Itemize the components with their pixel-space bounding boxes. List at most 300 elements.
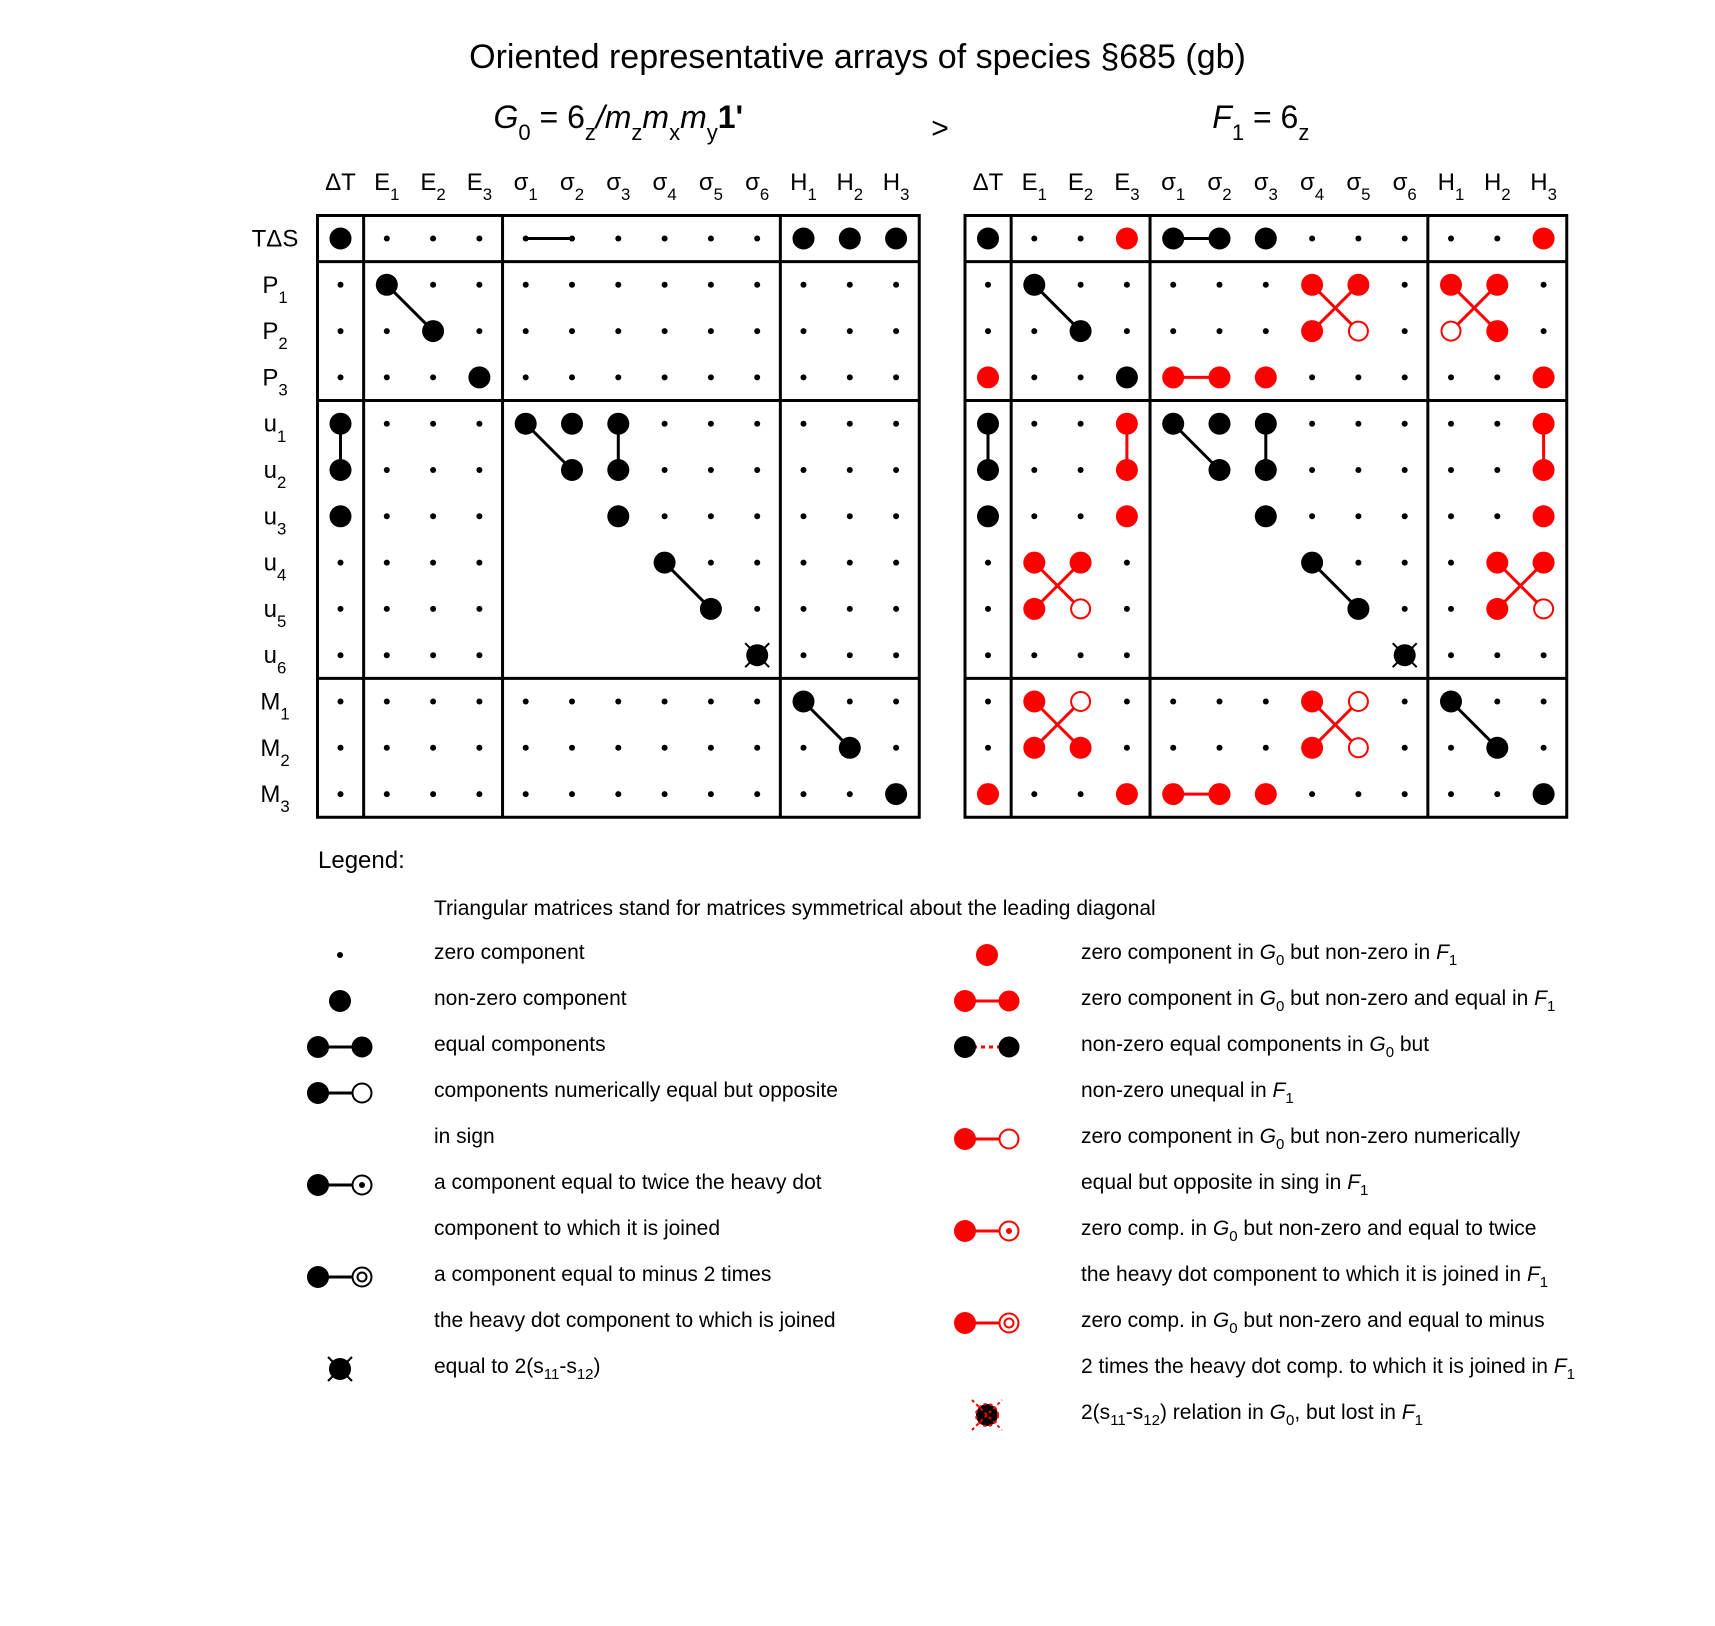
zero-dot [708, 467, 714, 473]
zero-dot [1448, 513, 1454, 519]
zero-dot [1309, 791, 1315, 797]
row-header [264, 457, 287, 492]
zero-dot [523, 374, 529, 380]
red-dot [1116, 459, 1138, 481]
zero-dot [847, 652, 853, 658]
zero-dot [615, 699, 621, 705]
zero-dot [985, 745, 991, 751]
zero-dot [801, 328, 807, 334]
zero-dot [1309, 236, 1315, 242]
nonzero-dot [1347, 598, 1369, 620]
zero-dot [1448, 791, 1454, 797]
red-dot [1486, 552, 1508, 574]
red-open-dot [1071, 599, 1090, 618]
zero-dot [1078, 791, 1084, 797]
legend-text-part: 0 [1286, 1412, 1295, 1429]
zero-dot [384, 652, 390, 658]
row-header [264, 503, 287, 538]
zero-dot [708, 513, 714, 519]
column-header [973, 169, 1004, 196]
legend-text-part: 11 [1110, 1412, 1126, 1429]
zero-dot [569, 328, 575, 334]
row-header [264, 411, 287, 446]
red-dot [1301, 691, 1323, 713]
nonzero-dot [330, 505, 352, 527]
zero-dot [662, 791, 668, 797]
nonzero-dot [561, 459, 583, 481]
column-header-sub: 4 [667, 185, 677, 205]
zero-dot [1217, 282, 1223, 288]
red-dot [1440, 274, 1462, 296]
column-header [1068, 169, 1093, 204]
legend-text-part: non-zero equal components in [1081, 1033, 1370, 1056]
zero-dot [476, 513, 482, 519]
red-open-dot [1349, 692, 1368, 711]
zero-dot [1124, 652, 1130, 658]
zero-dot [754, 745, 760, 751]
legend-text-part: F [1553, 1355, 1567, 1378]
column-header-base: σ [745, 169, 760, 196]
column-header [1300, 169, 1324, 204]
legend-dot [954, 990, 976, 1012]
zero-dot [662, 699, 668, 705]
nonzero-dot [468, 366, 490, 388]
zero-dot [523, 791, 529, 797]
zero-dot [893, 652, 899, 658]
zero-dot [1494, 791, 1500, 797]
column-header [653, 169, 677, 204]
column-header [1022, 169, 1047, 204]
zero-dot [523, 699, 529, 705]
column-header-sub: 3 [900, 185, 910, 205]
nonzero-dot [654, 552, 676, 574]
column-header [420, 169, 445, 204]
zero-dot [754, 421, 760, 427]
column-header-sub: 4 [1314, 185, 1325, 205]
column-header-sub: 3 [1547, 185, 1557, 205]
zero-dot [847, 282, 853, 288]
legend-text-part: 1 [1566, 1366, 1575, 1383]
row-header-base: u [263, 642, 278, 670]
zero-dot [1217, 745, 1223, 751]
red-dot [1533, 228, 1555, 250]
zero-dot [893, 560, 899, 566]
nonzero-dot [977, 228, 999, 250]
zero-dot [1217, 328, 1223, 334]
red-dot [1162, 783, 1184, 805]
legend-text-part: G [1369, 1033, 1386, 1056]
group-title-g0-part: m [642, 99, 670, 135]
nonzero-dot [1255, 505, 1277, 527]
column-header-base: E [1067, 169, 1084, 196]
zero-dot [1355, 236, 1361, 242]
row-header-sub: 1 [278, 287, 288, 307]
zero-dot [754, 282, 760, 288]
red-open-dot [1349, 322, 1368, 341]
zero-dot [801, 791, 807, 797]
zero-dot [1494, 467, 1500, 473]
red-open-dot [1349, 738, 1368, 757]
zero-dot [1402, 699, 1408, 705]
red-dot [1533, 459, 1555, 481]
legend-dot [353, 1038, 372, 1057]
row-header-base: u [263, 549, 278, 577]
column-header-base: E [466, 169, 483, 196]
zero-dot [847, 699, 853, 705]
row-header-base: u [263, 503, 278, 531]
relation-symbol: > [931, 112, 949, 145]
row-header-sub: 3 [280, 797, 290, 817]
column-header-sub: 2 [1222, 185, 1232, 205]
column-header [790, 169, 817, 204]
zero-dot [1448, 606, 1454, 612]
column-header-sub: 3 [621, 185, 631, 205]
zero-dot [1448, 652, 1454, 658]
group-title-g0-part: 0 [518, 120, 531, 145]
zero-dot [754, 560, 760, 566]
legend-entry-text [1081, 1401, 1423, 1429]
nonzero-dot [1255, 228, 1277, 250]
legend-entry-text [1081, 1263, 1548, 1291]
column-header-sub: 5 [713, 185, 723, 205]
row-header [264, 550, 287, 585]
row-header-base: u [263, 457, 278, 484]
legend-text-part: ) relation in [1159, 1401, 1270, 1424]
zero-dot [1448, 374, 1454, 380]
legend-text-part: G [1269, 1401, 1287, 1424]
column-header [560, 169, 584, 204]
red-dot [1116, 228, 1138, 250]
zero-dot [708, 421, 714, 427]
column-header-base: H [1483, 169, 1502, 196]
zero-dot [1124, 606, 1130, 612]
legend-entry-text: in sign [434, 1125, 495, 1148]
nonzero-dot [1255, 413, 1277, 435]
red-dot [1023, 737, 1045, 759]
legend-dot [954, 1036, 976, 1058]
zero-dot [615, 328, 621, 334]
zero-dot [985, 560, 991, 566]
legend-text-part: but non-zero and equal to minus [1237, 1309, 1545, 1332]
red-dot [977, 366, 999, 388]
column-header [883, 169, 910, 204]
zero-dot [569, 374, 575, 380]
nonzero-dot [330, 228, 352, 250]
legend-entry-text [1081, 1171, 1368, 1199]
group-title-g0-part: G [493, 99, 519, 135]
legend-dot [1000, 992, 1019, 1011]
zero-dot [430, 560, 436, 566]
legend-text-part: F [1347, 1171, 1361, 1194]
zero-dot [476, 236, 482, 242]
zero-dot [1402, 421, 1408, 427]
nonzero-dot [1162, 413, 1184, 435]
nonzero-dot [330, 413, 352, 435]
zero-dot [569, 282, 575, 288]
zero-dot [1309, 421, 1315, 427]
zero-dot [1078, 513, 1084, 519]
column-header [699, 169, 723, 204]
zero-dot [847, 467, 853, 473]
nonzero-dot [839, 228, 861, 250]
red-dot [1533, 552, 1555, 574]
column-header-sub: 5 [1361, 185, 1371, 205]
group-title-g0-part: m [680, 99, 707, 135]
legend-entry-text [1081, 1033, 1429, 1061]
legend-text-part: F [1272, 1079, 1286, 1102]
zero-dot [476, 606, 482, 612]
legend-dot [353, 1084, 372, 1103]
zero-dot [338, 699, 344, 705]
legend-text-part: 1 [1546, 998, 1556, 1015]
column-header [467, 169, 492, 204]
column-header-base: σ [1207, 169, 1223, 196]
zero-dot [1541, 328, 1547, 334]
zero-dot [754, 606, 760, 612]
zero-dot [801, 421, 807, 427]
row-header-sub: 5 [277, 611, 287, 631]
zero-dot [1494, 421, 1500, 427]
zero-dot [569, 745, 575, 751]
zero-dot [1078, 652, 1084, 658]
zero-dot [708, 560, 714, 566]
column-header-sub: 1 [528, 185, 538, 205]
red-dot [1533, 413, 1555, 435]
zero-dot [523, 282, 529, 288]
row-header [264, 642, 287, 677]
column-header-sub: 2 [1083, 185, 1094, 205]
column-header [1254, 169, 1278, 204]
column-header-base: σ [1346, 169, 1362, 196]
nonzero-dot [885, 228, 907, 250]
zero-dot [893, 745, 899, 751]
red-dot [1533, 366, 1555, 388]
group-title-g0-part: /m [595, 99, 632, 135]
red-dot [1209, 366, 1231, 388]
zero-dot [1355, 374, 1361, 380]
zero-dot [569, 791, 575, 797]
group-title-g0-part: 1' [717, 99, 744, 135]
zero-dot [1402, 328, 1408, 334]
zero-dot [430, 791, 436, 797]
nonzero-dot [1209, 459, 1231, 481]
zero-dot [708, 328, 714, 334]
zero-dot [893, 282, 899, 288]
column-header [1484, 169, 1511, 204]
zero-dot [1078, 236, 1084, 242]
nonzero-dot [793, 691, 815, 713]
zero-dot [1124, 745, 1130, 751]
nonzero-dot [607, 459, 629, 481]
red-dot [1162, 366, 1184, 388]
zero-dot [1541, 699, 1547, 705]
nonzero-dot [977, 413, 999, 435]
red-dot [1070, 552, 1092, 574]
zero-dot [1031, 652, 1037, 658]
zero-dot [662, 745, 668, 751]
zero-dot [847, 560, 853, 566]
column-header-base: H [836, 169, 854, 196]
legend-dot [337, 952, 343, 958]
column-header-base: E [1114, 169, 1131, 196]
zero-dot [662, 467, 668, 473]
column-header-base: H [1530, 169, 1548, 196]
column-header-sub: 1 [1455, 185, 1465, 205]
row-header-base: P [262, 271, 279, 299]
column-header-sub: 1 [807, 185, 817, 205]
zero-dot [1078, 467, 1084, 473]
zero-dot [1078, 421, 1084, 427]
column-header-base: H [882, 169, 901, 196]
zero-dot [801, 467, 807, 473]
group-title-g0-part: z [631, 120, 643, 145]
zero-dot [523, 328, 529, 334]
zero-dot [476, 699, 482, 705]
zero-dot [1355, 560, 1361, 566]
zero-dot [1031, 791, 1037, 797]
column-header-sub: 1 [1175, 185, 1186, 205]
group-title-f1-part: z [1298, 120, 1310, 145]
zero-dot [754, 236, 760, 242]
zero-dot [847, 513, 853, 519]
zero-dot [985, 699, 991, 705]
legend-text-part: 0 [1385, 1044, 1395, 1061]
legend-note: Triangular matrices stand for matrices symmetrical about the leading diagonal [434, 897, 1156, 920]
zero-dot [1355, 467, 1361, 473]
column-header [1530, 169, 1557, 204]
zero-dot [1124, 699, 1130, 705]
zero-dot [708, 745, 714, 751]
zero-dot [430, 513, 436, 519]
legend-dot [307, 1036, 329, 1058]
column-header [1438, 169, 1465, 204]
red-dot [1023, 552, 1045, 574]
red-open-dot [1071, 692, 1090, 711]
zero-dot [615, 791, 621, 797]
zero-dot [1031, 421, 1037, 427]
zero-dot [430, 606, 436, 612]
column-header-base: σ [698, 169, 714, 196]
legend-entry-text: the heavy dot component to which is joined [434, 1309, 836, 1332]
legend-text-part: -s [1125, 1401, 1144, 1424]
nonzero-dot [1209, 413, 1231, 435]
zero-dot [1078, 374, 1084, 380]
zero-dot [1263, 745, 1269, 751]
nonzero-dot [1533, 783, 1555, 805]
row-header-sub: 2 [278, 334, 288, 354]
row-header [262, 318, 287, 353]
legend-entry-text: a component equal to twice the heavy dot [434, 1171, 822, 1194]
zero-dot [384, 606, 390, 612]
zero-dot [1355, 421, 1361, 427]
zero-dot [893, 467, 899, 473]
zero-dot [476, 652, 482, 658]
zero-dot [1402, 236, 1408, 242]
zero-dot [1031, 328, 1037, 334]
zero-dot [338, 606, 344, 612]
zero-dot [1309, 467, 1315, 473]
zero-dot [754, 328, 760, 334]
legend-inner-dot [359, 1182, 365, 1188]
nonzero-dot [1486, 737, 1508, 759]
zero-dot [1170, 328, 1176, 334]
zero-dot [1031, 236, 1037, 242]
row-header [262, 364, 287, 399]
red-open-dot [1534, 599, 1553, 618]
red-dot [1301, 274, 1323, 296]
legend-text-part: but [1394, 1033, 1430, 1056]
zero-dot [430, 699, 436, 705]
zero-dot [801, 606, 807, 612]
zero-dot [1078, 282, 1084, 288]
nonzero-dot [1116, 366, 1138, 388]
zero-dot [430, 282, 436, 288]
group-title-f1 [1212, 99, 1309, 145]
zero-dot [384, 791, 390, 797]
legend-text-part: G [1259, 1125, 1276, 1148]
legend-dot [1000, 1038, 1019, 1057]
legend-inner-dot [1006, 1228, 1012, 1234]
column-header-base: σ [606, 169, 622, 196]
legend-text-part: zero component in [1081, 941, 1260, 964]
row-header-base: M [260, 688, 281, 716]
row-header-base: M [260, 734, 281, 762]
legend-text-part: 0 [1275, 952, 1285, 969]
legend-entry-text: non-zero component [434, 987, 627, 1010]
zero-dot [476, 791, 482, 797]
red-open-dot [1442, 322, 1461, 341]
legend-text-part: 0 [1275, 1136, 1285, 1153]
row-header-sub: 6 [277, 658, 287, 678]
column-header-sub: 2 [853, 185, 864, 205]
zero-dot [384, 374, 390, 380]
column-header-base: σ [1161, 169, 1176, 196]
zero-dot [754, 791, 760, 797]
legend-entry-text: zero component [434, 941, 585, 964]
column-header-sub: 2 [574, 185, 585, 205]
zero-dot [847, 328, 853, 334]
zero-dot [1170, 745, 1176, 751]
zero-dot [708, 374, 714, 380]
zero-dot [662, 328, 668, 334]
legend-text-part: -s [559, 1355, 577, 1378]
nonzero-dot [515, 413, 537, 435]
zero-dot [430, 467, 436, 473]
red-dot [1301, 320, 1323, 342]
zero-dot [801, 560, 807, 566]
legend-text-part: but non-zero numerically [1284, 1125, 1521, 1148]
legend-text-part: F [1401, 1401, 1415, 1424]
column-header-sub: 6 [1407, 185, 1417, 205]
zero-dot [476, 560, 482, 566]
column-header-sub: 1 [390, 185, 400, 205]
zero-dot [662, 282, 668, 288]
row-header-sub: 1 [280, 704, 290, 724]
column-header-base: E [420, 169, 437, 196]
zero-dot [338, 652, 344, 658]
red-dot [1347, 274, 1369, 296]
nonzero-dot [1070, 320, 1092, 342]
zero-dot [338, 745, 344, 751]
legend-text-part: 12 [1143, 1412, 1160, 1429]
nonzero-dot [977, 459, 999, 481]
legend-text-part: G [1212, 1217, 1230, 1240]
column-header [1207, 169, 1231, 204]
nonzero-dot [1255, 459, 1277, 481]
column-header-base: E [1021, 169, 1038, 196]
legend-text-part: 2(s [1081, 1401, 1111, 1424]
zero-dot [1402, 606, 1408, 612]
